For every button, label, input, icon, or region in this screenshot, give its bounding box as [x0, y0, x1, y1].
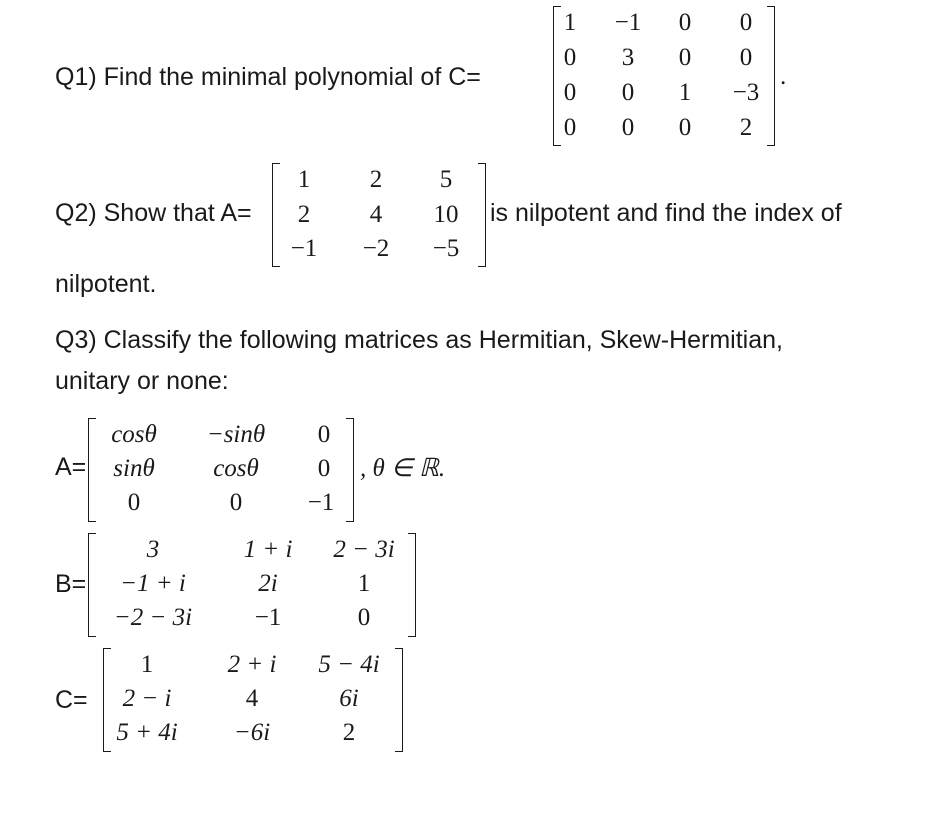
matrix-cell: 5: [439, 166, 453, 193]
matrix-cell: 0: [563, 114, 577, 141]
matrix-cell: 3: [621, 44, 635, 71]
q3-matrix-a: [88, 418, 354, 522]
matrix-cell: 2: [369, 166, 383, 193]
matrix-left-bracket: [88, 533, 96, 637]
q1-prompt: Q1) Find the minimal polynomial of C=: [55, 63, 481, 91]
matrix-right-bracket: [767, 6, 775, 146]
matrix-cell: −1 + i: [120, 570, 186, 597]
matrix-cell: 0: [621, 114, 635, 141]
matrix-cell: 1 + i: [243, 536, 293, 563]
q1-matrix-c: [553, 6, 775, 146]
matrix-cell: 0: [229, 489, 243, 516]
matrix-cell: 2 − 3i: [333, 536, 395, 563]
matrix-c-label: C=: [55, 686, 88, 714]
q2-prompt-line2: nilpotent.: [55, 270, 157, 298]
matrix-cell: 0: [739, 9, 753, 36]
matrix-right-bracket: [408, 533, 416, 637]
matrix-cell: 4: [369, 201, 383, 228]
matrix-right-bracket: [395, 648, 403, 752]
matrix-right-bracket: [478, 163, 486, 267]
matrix-cell: −1: [614, 9, 642, 36]
matrix-cell: −5: [432, 235, 460, 262]
matrix-cell: 1: [563, 9, 577, 36]
matrix-cell: 0: [621, 79, 635, 106]
matrix-cell: 3: [146, 536, 160, 563]
matrix-cell: 5 − 4i: [318, 651, 380, 678]
q3-matrix-c: [103, 648, 403, 752]
q1-period: .: [780, 63, 787, 90]
matrix-cell: 2i: [258, 570, 278, 597]
matrix-cell: 10: [433, 201, 459, 228]
q2-prompt-continued: is nilpotent and find the index of: [490, 199, 842, 227]
matrix-cell: 0: [678, 9, 692, 36]
matrix-cell: 0: [678, 44, 692, 71]
matrix-cell: 0: [317, 421, 331, 448]
matrix-cell: 1: [297, 166, 311, 193]
matrix-cell: −1: [307, 489, 335, 516]
matrix-cell: −3: [732, 79, 760, 106]
matrix-cell: sinθ: [113, 455, 155, 482]
matrix-cell: 0: [678, 114, 692, 141]
matrix-cell: 4: [245, 685, 259, 712]
matrix-cell: 5 + 4i: [116, 719, 178, 746]
matrix-cell: 2 − i: [122, 685, 172, 712]
matrix-cell: −2 − 3i: [113, 604, 193, 631]
matrix-cell: −6i: [233, 719, 271, 746]
matrix-cell: 1: [140, 651, 154, 678]
matrix-cell: 0: [127, 489, 141, 516]
matrix-cell: 0: [357, 604, 371, 631]
matrix-cell: −sinθ: [206, 421, 266, 448]
matrix-cell: 2: [342, 719, 356, 746]
matrix-right-bracket: [346, 418, 354, 522]
q2-prompt: Q2) Show that A=: [55, 199, 252, 227]
matrix-cell: cosθ: [111, 421, 157, 448]
q3-prompt-line1: Q3) Classify the following matrices as Hermitian, Skew-Hermitian,: [55, 326, 783, 354]
q3-matrix-b: [88, 533, 416, 637]
matrix-cell: 2: [297, 201, 311, 228]
matrix-cell: 1: [357, 570, 371, 597]
matrix-b-label: B=: [55, 570, 87, 598]
q2-matrix-a: [272, 163, 486, 267]
theta-condition: , θ ∈ ℝ.: [360, 455, 446, 482]
matrix-cell: −2: [362, 235, 390, 262]
matrix-cell: 6i: [339, 685, 359, 712]
q3-prompt-line2: unitary or none:: [55, 367, 229, 395]
matrix-cell: 0: [739, 44, 753, 71]
matrix-left-bracket: [272, 163, 280, 267]
matrix-cell: 1: [678, 79, 692, 106]
matrix-cell: 2: [739, 114, 753, 141]
matrix-cell: 0: [563, 44, 577, 71]
matrix-cell: cosθ: [213, 455, 259, 482]
matrix-a-label: A=: [55, 453, 87, 481]
matrix-cell: 0: [563, 79, 577, 106]
matrix-cell: 0: [317, 455, 331, 482]
matrix-cell: 2 + i: [227, 651, 277, 678]
matrix-cell: −1: [254, 604, 282, 631]
matrix-cell: −1: [290, 235, 318, 262]
